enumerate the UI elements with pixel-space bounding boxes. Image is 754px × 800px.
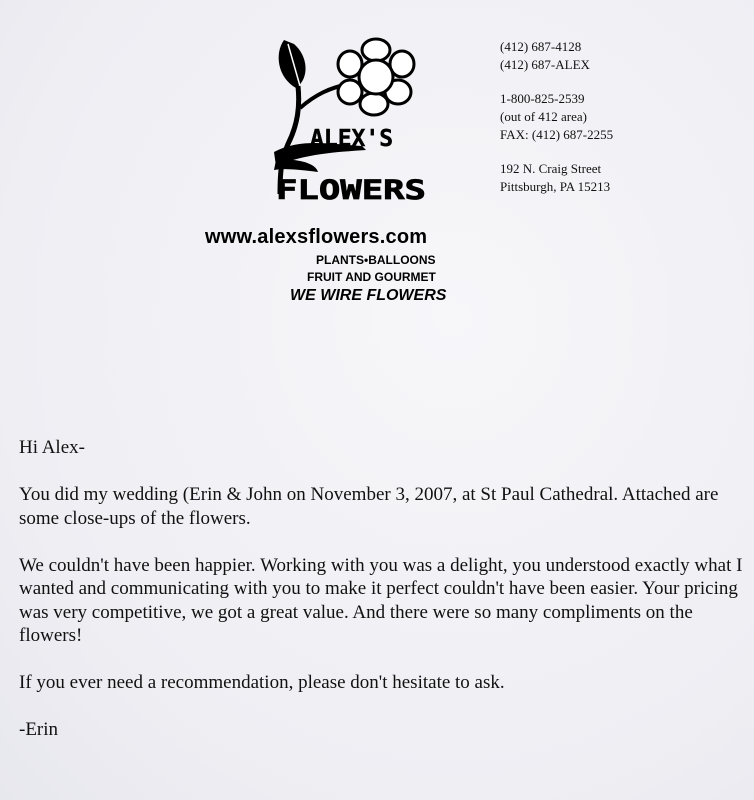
contact-info [500, 38, 613, 196]
letter-body [19, 436, 749, 765]
tollfree-number: 1-800-825-2539 [500, 91, 585, 106]
tagline-wire-flowers: WE WIRE FLOWERS [290, 287, 447, 304]
logo-line2: FLOWERS [276, 175, 426, 206]
logo-line1: ALEX'S [310, 126, 394, 152]
flower-icon [338, 39, 414, 115]
phone-number-alt: (412) 687-ALEX [500, 57, 590, 72]
leaf-icon [279, 40, 306, 88]
website-url: www.alexsflowers.com [205, 226, 428, 248]
street-address: 192 N. Craig Street [500, 161, 602, 176]
tagline-fruit-gourmet: FRUIT AND GOURMET [307, 270, 436, 284]
tagline-plants-balloons: PLANTS•BALLOONS [316, 253, 436, 267]
tollfree-note: (out of 412 area) [500, 109, 587, 124]
greeting: Hi Alex- [19, 437, 85, 458]
city-state-zip: Pittsburgh, PA 15213 [500, 179, 611, 194]
fax-number: FAX: (412) 687-2255 [500, 127, 614, 142]
paragraph-wedding: You did my wedding (Erin & John on November 3, 2007, at St Paul Cathedral. Attached are some close-ups of the flowers. [19, 484, 719, 529]
phone-number: (412) 687-4128 [500, 39, 582, 54]
alexs-flowers-logo [270, 34, 430, 206]
signature: -Erin [19, 719, 59, 740]
paragraph-praise: We couldn't have been happier. Working with you was a delight, you understood exactly what I wanted and communicating with you to make it perfect couldn't have been easier. Your pricing was very competitive, we got a great value. And there were so many compliments on the flowers! [19, 554, 743, 646]
paragraph-recommendation: If you ever need a recommendation, please don't hesitate to ask. [19, 672, 505, 693]
